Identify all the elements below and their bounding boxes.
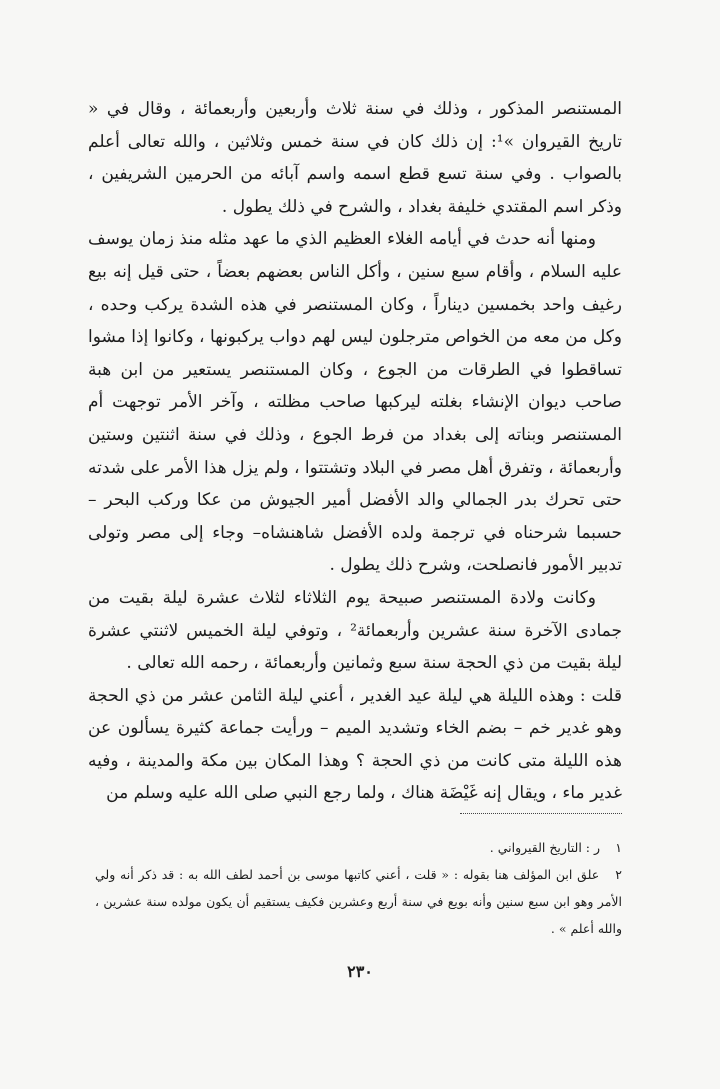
footnote-2: [95, 861, 622, 942]
footnotes: [95, 834, 622, 942]
main-text: [88, 93, 622, 810]
footnote-number: ٢: [615, 867, 622, 882]
footnote-1: [95, 834, 622, 861]
paragraph-3: وكانت ولادة المستنصر صبيحة يوم الثلاثاء لثلاث عشرة ليلة بقيت من جمادى الآخرة سنة عشرين وأربعمائة² ، وتوفي ليلة الخميس لاثنتي عشرة ليلة بقيت من ذي الحجة سنة سبع وثمانين وأربعمائة ، رحمه الله تعالى .: [88, 587, 622, 674]
footnote-number: ١: [615, 840, 622, 855]
footnote-separator: [460, 813, 622, 814]
paragraph-2: ومنها أنه حدث في أيامه الغلاء العظيم الذي ما عهد مثله منذ زمان يوسف عليه السلام ، وأقام سبع سنين ، وأكل الناس بعضهم بعضاً ، حتى قيل إنه بيع رغيف واحد بخمسين ديناراً ، وكان المستنصر في هذه الشدة يركب وحده ، وكل من معه من الخواص مترجلون ليس لهم دواب يركبونها ، وكانوا إذا مشوا تساقطوا في الطرقات من الجوع ، وكان المستنصر يستعير من ابن هبة صاحب ديوان الإنشاء بغلته ليركبها صاحب مظلته ، وآخر الأمر توجهت أم المستنصر وبناته إلى بغداد من فرط الجوع ، وذلك في سنة اثنتين وستين وأربعمائة ، وتفرق أهل مصر في البلاد وتشتتوا ، ولم يزل هذا الأمر على شدته حتى تحرك بدر الجمالي والد الأفضل أمير الجيوش من عكا وركب البحر – حسبما شرحناه في ترجمة ولده الأفضل شاهنشاه– وجاء إلى مصر وتولى تدبير الأمور فانصلحت، وشرح ذلك يطول .: [87, 229, 622, 576]
footnote-text: علق ابن المؤلف هنا بقوله : « قلت ، أعني كاتبها موسى بن أحمد لطف الله به : قد ذكر أنه ولي الأمر وهو ابن سبع سنين وأنه بويع في سنة أربع وعشرين فكيف يستقيم أن يكون مولده سنة عشرين ، والله أعلم » .: [95, 867, 622, 936]
footnote-text: ر : التاريخ القيرواني .: [489, 840, 601, 855]
paragraph-1: المستنصر المذكور ، وذلك في سنة ثلاث وأربعين وأربعمائة ، وقال في « تاريخ القيروان »¹: إن ذلك كان في سنة خمس وثلاثين ، والله تعالى أعلم بالصواب . وفي سنة تسع قطع اسمه واسم آبائه من الحرمين الشريفين ، وذكر اسم المقتدي خليفة بغداد ، والشرح في ذلك يطول .: [88, 99, 622, 217]
page-number: ٢٣٠: [347, 962, 373, 981]
paragraph-4: قلت : وهذه الليلة هي ليلة عيد الغدير ، أعني ليلة الثامن عشر من ذي الحجة وهو غدير خم – بضم الخاء وتشديد الميم – ورأيت جماعة كثيرة يسألون عن هذه الليلة متى كانت من ذي الحجة ؟ وهذا المكان بين مكة والمدينة ، وفيه غدير ماء ، ويقال إنه غَيْضَة هناك ، ولما رجع النبي صلى الله عليه وسلم من: [88, 685, 622, 804]
